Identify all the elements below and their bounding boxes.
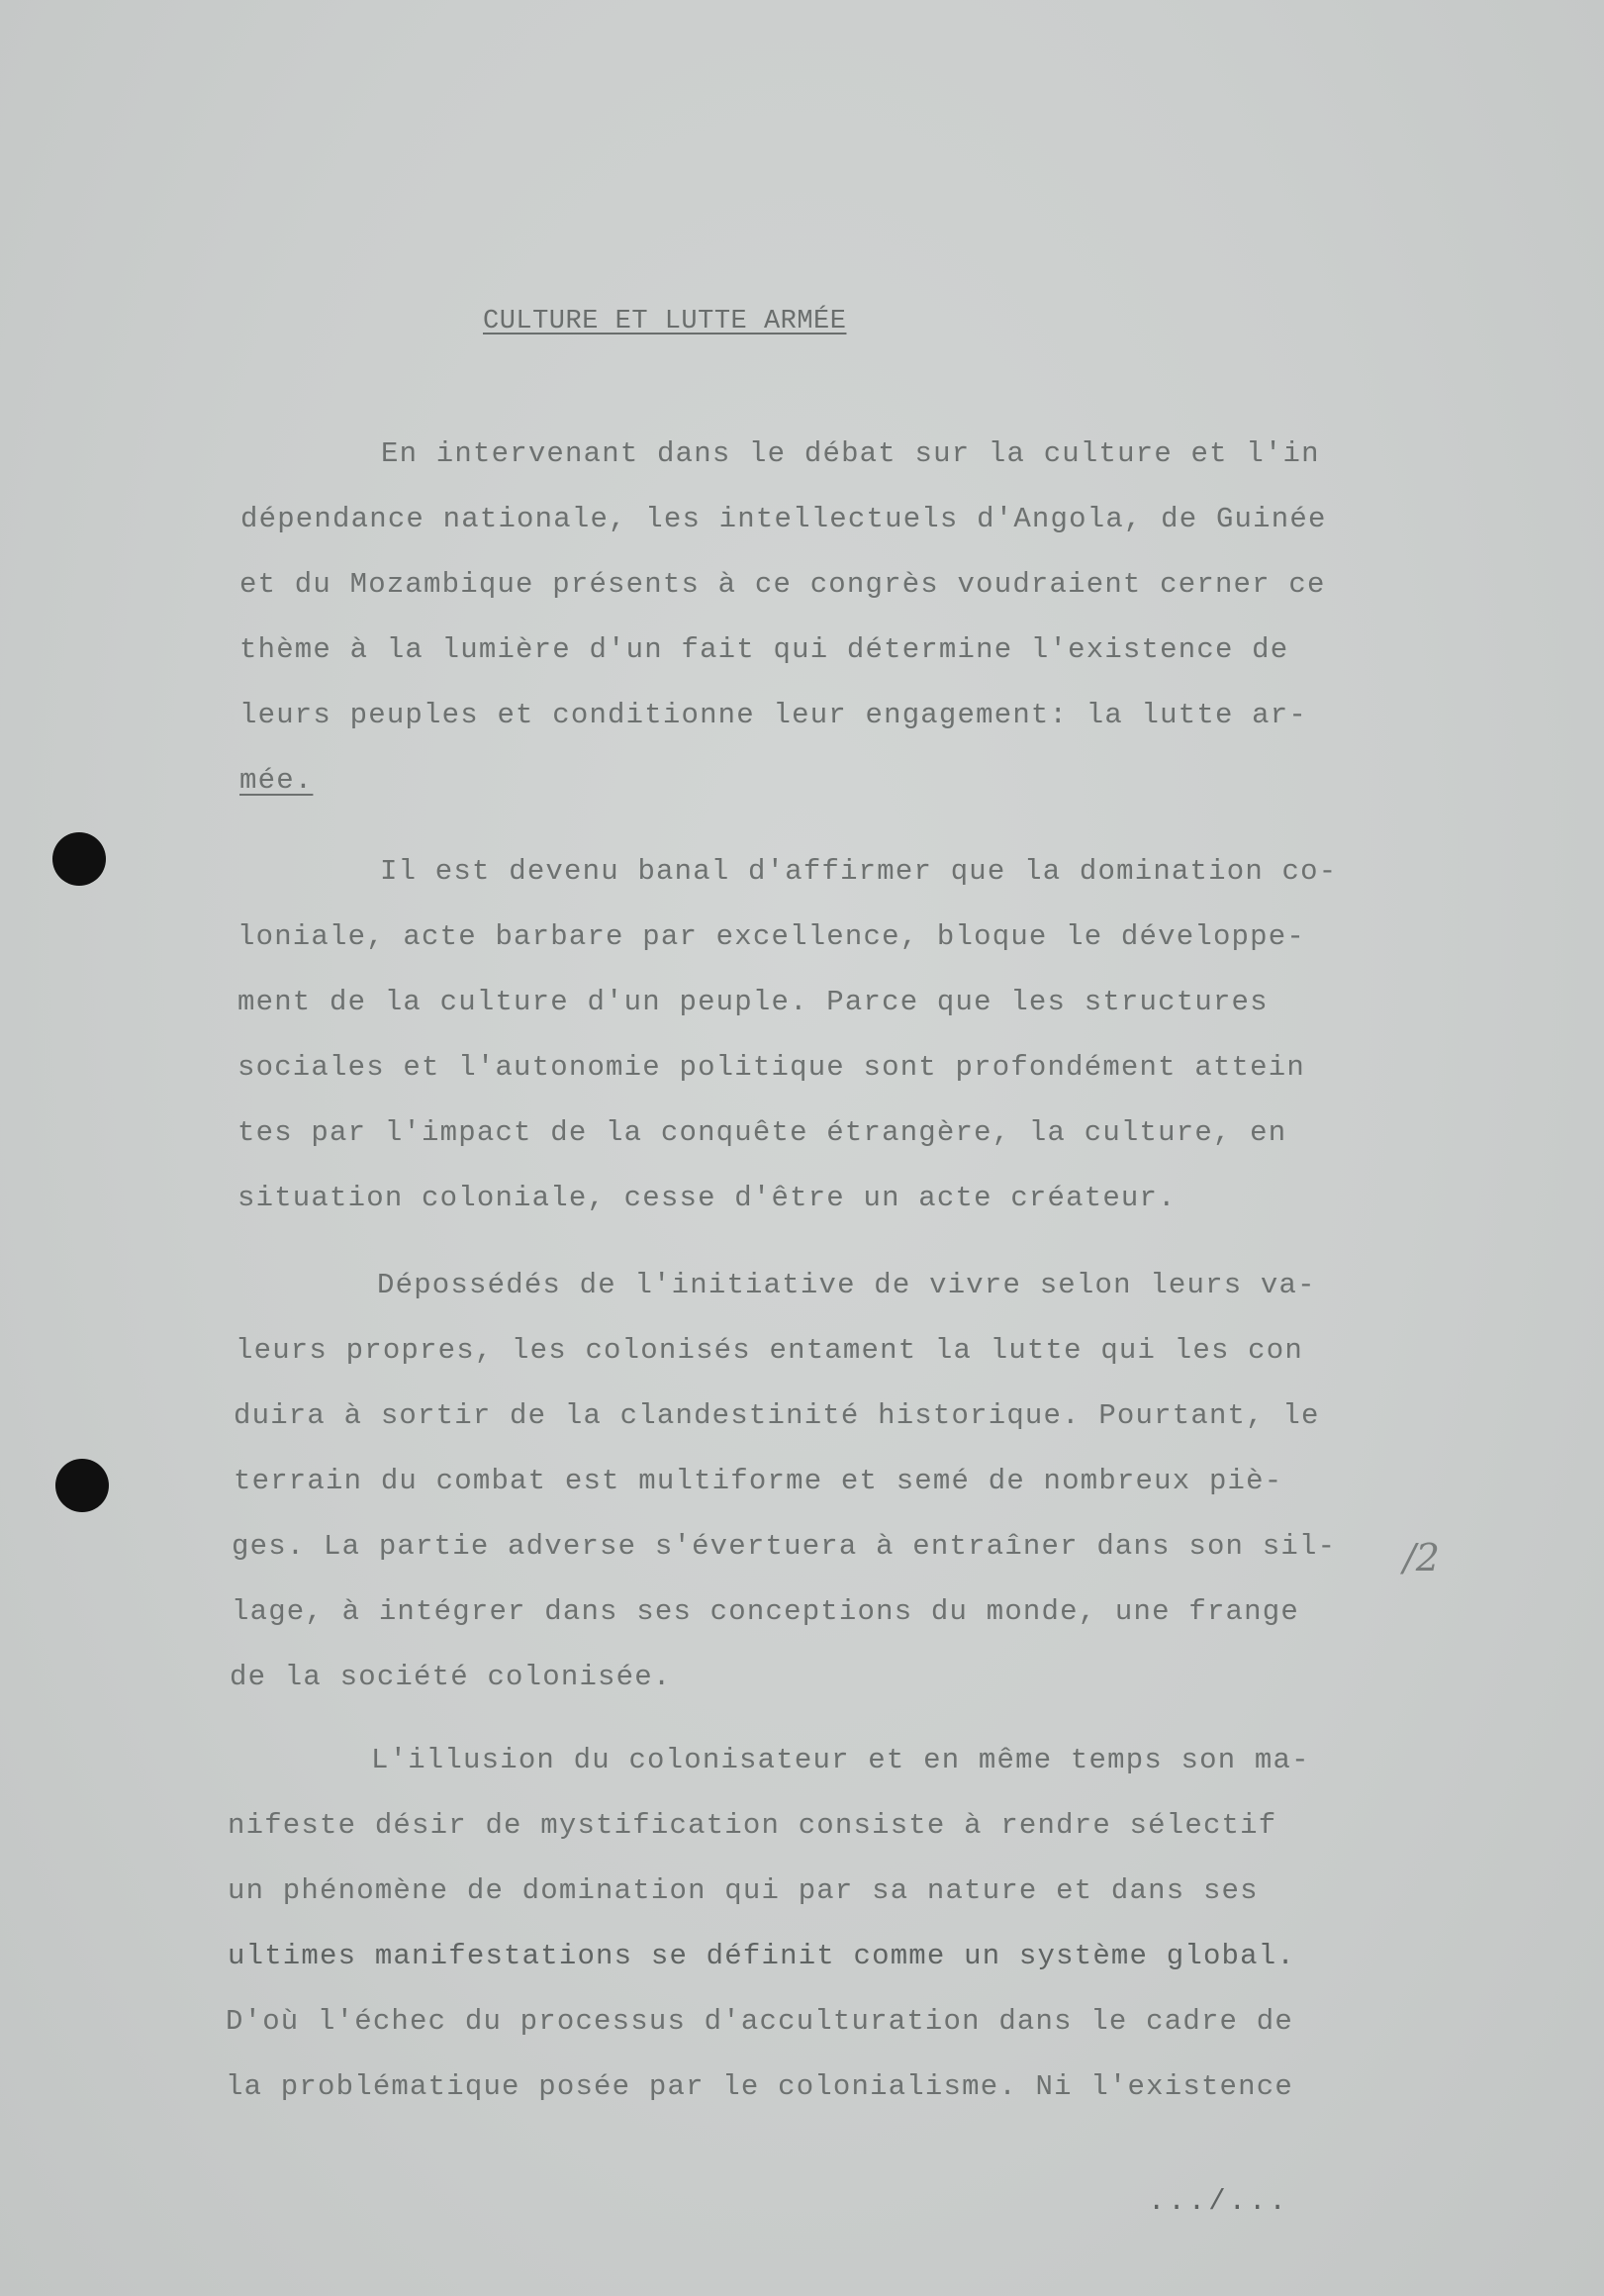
text-line: ultimes manifestations se définit comme un système global. [228, 1940, 1295, 1972]
document-title: CULTURE ET LUTTE ARMÉE [483, 307, 847, 336]
text-line: terrain du combat est multiforme et semé de nombreux piè- [234, 1465, 1283, 1497]
text-line: Il est devenu banal d'affirmer que la domination co- [380, 855, 1338, 888]
text-line: ges. La partie adverse s'évertuera à entraîner dans son sil- [232, 1530, 1337, 1563]
text-line: mée. [239, 764, 314, 797]
text-line: L'illusion du colonisateur et en même temps son ma- [371, 1744, 1310, 1776]
text-line: la problématique posée par le colonialisme. Ni l'existence [226, 2070, 1293, 2103]
text-line: leurs peuples et conditionne leur engagement: la lutte ar- [239, 699, 1307, 731]
text-line: ment de la culture d'un peuple. Parce que les structures [237, 986, 1269, 1018]
text-line: sociales et l'autonomie politique sont profondément attein [237, 1051, 1305, 1084]
handwritten-page-mark: /2 [1403, 1536, 1440, 1579]
text-line: D'où l'échec du processus d'acculturation dans le cadre de [226, 2005, 1293, 2038]
text-line: situation coloniale, cesse d'être un acte créateur. [237, 1182, 1177, 1214]
punch-hole [55, 1459, 109, 1512]
text-line: thème à la lumière d'un fait qui détermine l'existence de [239, 633, 1289, 666]
text-line: tes par l'impact de la conquête étrangère, la culture, en [237, 1116, 1287, 1149]
text-line: de la société colonisée. [230, 1661, 672, 1693]
text-line: lage, à intégrer dans ses conceptions du monde, une frange [232, 1595, 1299, 1628]
text-line: dépendance nationale, les intellectuels d'Angola, de Guinée [240, 503, 1327, 535]
text-line: un phénomène de domination qui par sa nature et dans ses [228, 1874, 1259, 1907]
punch-hole [52, 832, 106, 886]
text-line: Dépossédés de l'initiative de vivre selon leurs va- [377, 1269, 1316, 1301]
text-line: nifeste désir de mystification consiste à rendre sélectif [228, 1809, 1277, 1842]
continuation-mark: .../... [1148, 2185, 1289, 2218]
text-line: loniale, acte barbare par excellence, bloque le développe- [237, 920, 1305, 953]
text-line: et du Mozambique présents à ce congrès voudraient cerner ce [239, 568, 1326, 601]
text-line: duira à sortir de la clandestinité historique. Pourtant, le [234, 1399, 1320, 1432]
text-line: leurs propres, les colonisés entament la lutte qui les con [236, 1334, 1303, 1367]
text-line: En intervenant dans le débat sur la culture et l'in [381, 437, 1320, 470]
